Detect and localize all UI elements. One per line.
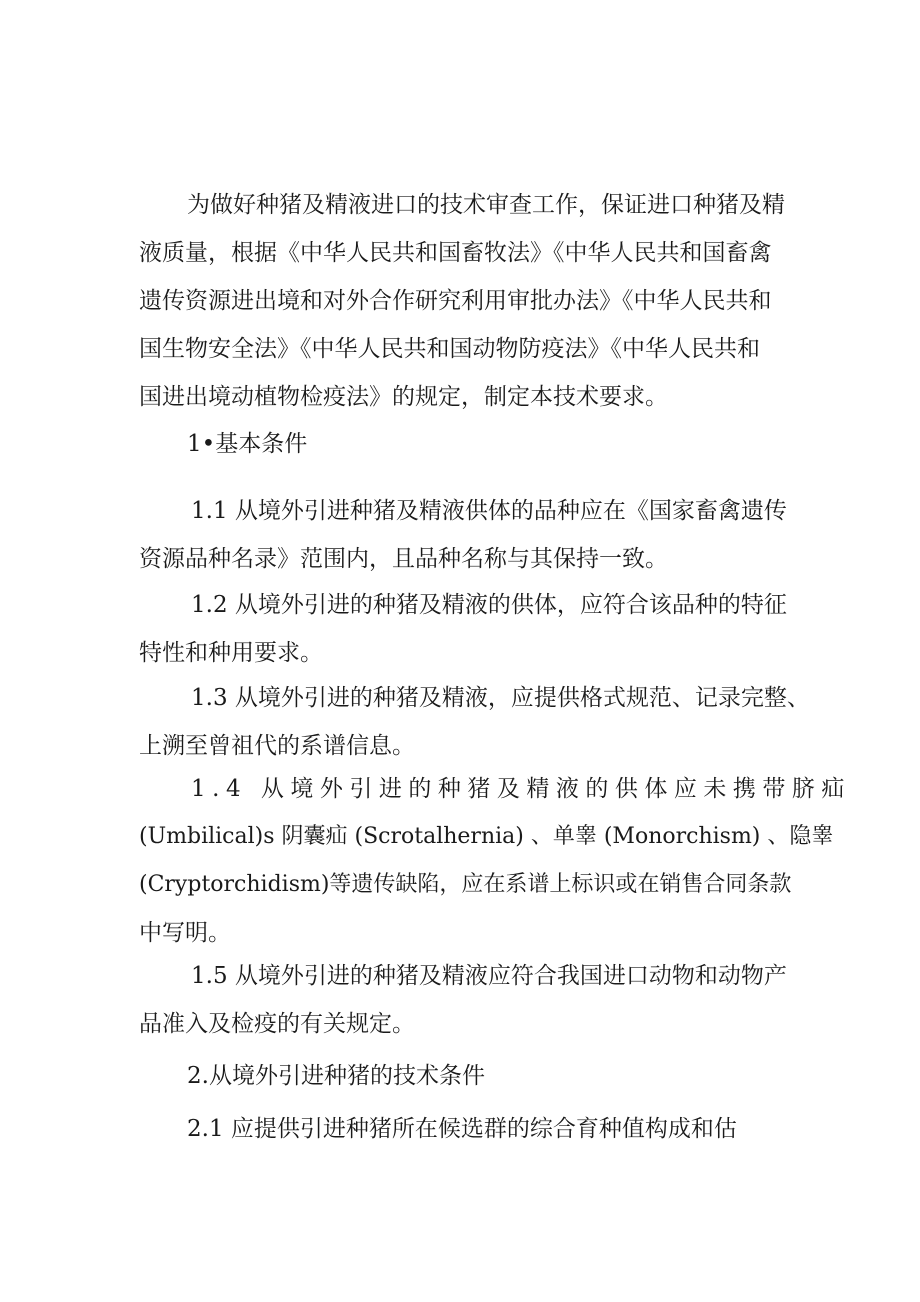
item-line: 1.1 从境外引进种猪及精液供体的品种应在《国家畜禽遗传: [191, 498, 787, 524]
intro-line: 液质量，根据《中华人民共和国畜牧法》《中华人民共和国畜禽: [139, 240, 772, 266]
item-1-1: [139, 487, 789, 583]
intro-line: 国生物安全法》《中华人民共和国动物防疫法》《中华人民共和: [139, 336, 760, 362]
item-line: 1.5 从境外引进的种猪及精液应符合我国进口动物和动物产: [191, 963, 787, 989]
item-line: 1.3 从境外引进的种猪及精液，应提供格式规范、记录完整、: [191, 685, 810, 711]
item-1-3: [139, 674, 810, 770]
intro-line: 国进出境动植物检疫法》的规定，制定本技术要求。: [139, 384, 668, 410]
item-line: 上溯至曾祖代的系谱信息。: [139, 733, 415, 759]
item-1-4: [139, 765, 851, 957]
item-line: 2.1 应提供引进种猪所在候选群的综合育种值构成和估: [187, 1116, 737, 1142]
section2-heading: 2.从境外引进种猪的技术条件: [187, 1063, 485, 1089]
item-line: (Cryptorchidism)等遗传缺陷，应在系谱上标识或在销售合同条款: [139, 872, 792, 897]
item-1-5: [139, 952, 789, 1048]
section1-heading: 1•基本条件: [187, 431, 308, 457]
item-line: (Umbilical)s 阴囊疝 (Scrotalhernia) 、单睾 (Monorchism) 、隐睾: [139, 824, 834, 849]
item-line: 1.4 从境外引进的种猪及精液的供体应未携带脐疝: [191, 776, 851, 802]
item-2-1: [139, 1105, 789, 1153]
item-line: 中写明。: [139, 920, 231, 946]
item-line: 1.2 从境外引进的种猪及精液的供体，应符合该品种的特征: [191, 592, 787, 618]
item-1-2: [139, 581, 789, 677]
intro-line: 为做好种猪及精液进口的技术审查工作，保证进口种猪及精: [187, 192, 785, 218]
intro-paragraph: [139, 181, 789, 421]
item-line: 特性和种用要求。: [139, 640, 323, 666]
intro-line: 遗传资源进出境和对外合作研究利用审批办法》《中华人民共和: [139, 288, 772, 314]
item-line: 资源品种名录》范围内，且品种名称与其保持一致。: [139, 546, 668, 572]
item-line: 品准入及检疫的有关规定。: [139, 1011, 415, 1037]
